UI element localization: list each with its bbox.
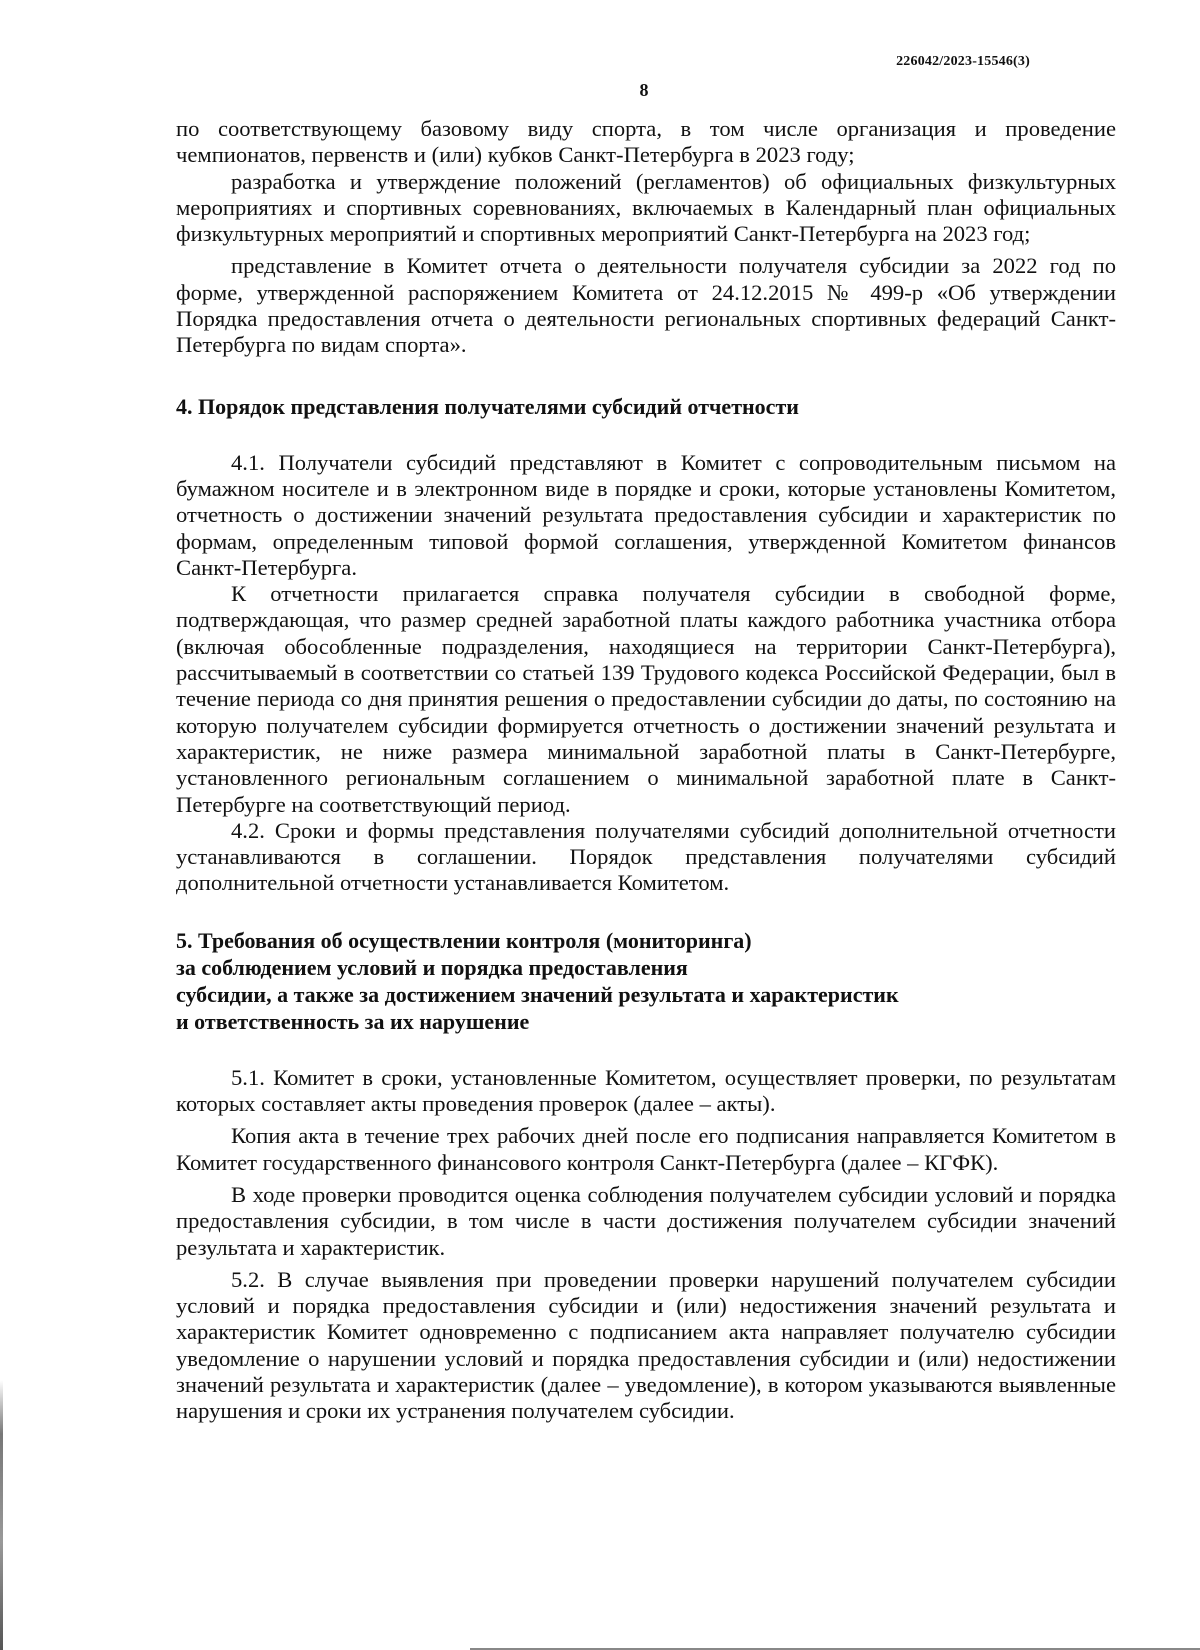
- paragraph-4-2: 4.2. Сроки и формы представления получателями субсидий дополнительной отчетности устанавливаются в соглашении. Порядок представления получателями субсидий дополнительной отчетности устанавливается Комитетом.: [176, 817, 1116, 896]
- section-5-heading-line: за соблюдением условий и порядка предоставления: [176, 954, 688, 980]
- paragraph-continued: по соответствующему базовому виду спорта, в том числе организация и проведение чемпионатов, первенств и (или) кубков Санкт-Петербурга в 2023 году;: [176, 116, 1116, 168]
- document-body: [176, 116, 1116, 1425]
- paragraph: представление в Комитет отчета о деятельности получателя субсидии за 2022 год по форме, утвержденной распоряжением Комитета от 24.12.2015 № 499-р «Об утверждении Порядка предоставления отчета о деятельности региональных спортивных федераций Санкт-Петербурга по видам спорта».: [176, 253, 1116, 358]
- paragraph: К отчетности прилагается справка получателя субсидии в свободной форме, подтверждающая, что размер средней заработной платы каждого работника участника отбора (включая обособленные подразделения, находящиеся на территории Санкт-Петербурга), рассчитываемый в соответствии со статьей 139 Трудового кодекса Российской Федерации, был в течение периода со дня принятия решения о предоставлении субсидии до даты, по состоянию на которую получателем субсидии формируется отчетность о достижении значений результата и характеристик, не ниже размера минимальной заработной платы в Санкт-Петербурге, установленного региональным соглашением о минимальной заработной плате в Санкт-Петербурге на соответствующий период.: [176, 581, 1116, 817]
- paragraph: В ходе проверки проводится оценка соблюдения получателем субсидии условий и порядка предоставления субсидии, в том числе в части достижения получателем субсидии значений результата и характеристик.: [176, 1181, 1116, 1260]
- section-5-heading: [176, 927, 1116, 1035]
- section-5-heading-line: 5. Требования об осуществлении контроля (мониторинга): [176, 927, 752, 953]
- paragraph: разработка и утверждение положений (регламентов) об официальных физкультурных мероприятиях и спортивных соревнованиях, включаемых в Календарный план официальных физкультурных мероприятий и спортивных мероприятий Санкт-Петербурга на 2023 год;: [176, 168, 1116, 247]
- section-5-heading-line: субсидии, а также за достижением значений результата и характеристик: [176, 981, 899, 1007]
- section-5-heading-line: и ответственность за их нарушение: [176, 1008, 530, 1034]
- document-number: 226042/2023-15546(3): [896, 54, 1030, 69]
- scan-edge-mark: [0, 1380, 3, 1650]
- page-number: 8: [639, 80, 649, 100]
- paragraph-4-1: 4.1. Получатели субсидий представляют в Комитет с сопроводительным письмом на бумажном носителе и в электронном виде в порядке и сроки, которые установлены Комитетом, отчетность о достижении значений результата предоставления субсидии и характеристик по формам, определенным типовой формой соглашения, утвержденной Комитетом финансов Санкт-Петербурга.: [176, 449, 1116, 580]
- paragraph-5-1: 5.1. Комитет в сроки, установленные Комитетом, осуществляет проверки, по результатам которых составляет акты проведения проверок (далее – акты).: [176, 1064, 1116, 1117]
- paragraph: Копия акта в течение трех рабочих дней после его подписания направляется Комитетом в Комитет государственного финансового контроля Санкт-Петербурга (далее – КГФК).: [176, 1123, 1116, 1175]
- paragraph-5-2: 5.2. В случае выявления при проведении проверки нарушений получателем субсидии условий и порядка предоставления субсидии и (или) недостижения значений результата и характеристик Комитет одновременно с подписанием акта направляет получателю субсидии уведомление о нарушении условий и порядка предоставления субсидии и (или) недостижении значений результата и характеристик (далее – уведомление), в котором указываются выявленные нарушения и сроки их устранения получателем субсидии.: [176, 1266, 1116, 1424]
- section-4-heading: 4. Порядок представления получателями субсидий отчетности: [176, 393, 799, 419]
